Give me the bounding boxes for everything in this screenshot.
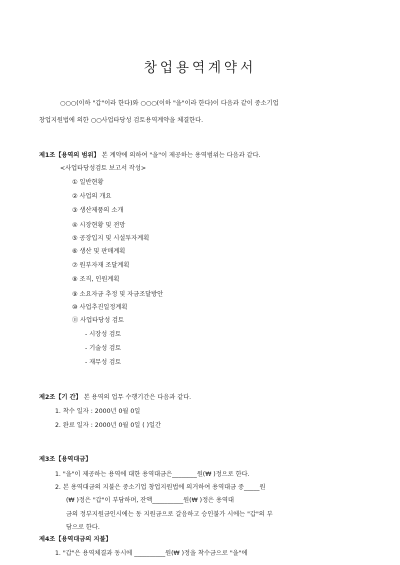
scope-item: ⑪ 사업타당성 검토 xyxy=(72,317,124,325)
article-1-text: 본 계약에 의하여 "을"이 제공하는 용역범위는 다음과 같다. xyxy=(99,151,261,159)
scope-subitem: - 시장성 검토 xyxy=(85,330,122,338)
scope-item: ⑩ 사업추진일정계획 xyxy=(72,303,128,311)
scope-item: ⑥ 생산 및 판매계획 xyxy=(72,248,126,256)
scope-item: ⑦ 원부자재 조달계획 xyxy=(72,261,130,269)
intro-line-1: ○○○(이하 "갑"이라 한다)와 ○○○(이하 "을"이라 한다)이 다음과 같이 중소기업 xyxy=(60,100,279,107)
article-1-heading: 제1조【용역의 범위】 xyxy=(39,151,100,159)
payment-line: 1. "갑"은 용역체결과 동시에 __________원(₩ )정을 착수금으로 "을"에 xyxy=(55,550,248,557)
article-1-subheading: <사업타당성검토 보고서 작성> xyxy=(60,165,147,173)
fee-line: (₩ )정은 "갑"이 부담하며, 잔액__________원(₩ )정은 용역대 xyxy=(66,497,234,505)
article-2-heading-line xyxy=(39,395,191,401)
fee-line: 2. 본 용역대금의 지불은 중소기업 창업지원법에 의거하여 용역대금 중_____원 xyxy=(55,483,266,491)
scope-item: ② 사업의 개요 xyxy=(72,192,112,200)
fee-line: 1. "을"이 제공하는 용역에 대한 용역대금은________원(₩ )정으로 한다. xyxy=(55,470,250,478)
period-item: 2. 완료 일자 : 2000년 0월 0일 ( )일간 xyxy=(55,421,161,429)
article-2-text: 본 용역의 업무 수행기간은 다음과 같다. xyxy=(81,393,192,401)
article-1-heading-line xyxy=(39,153,261,159)
scope-item: ① 일반현황 xyxy=(72,178,104,186)
article-4-heading: 제4조【용역대금의 지불】 xyxy=(39,535,112,543)
scope-item: ⑨ 소요자금 추정 및 자금조달방안 xyxy=(72,290,164,298)
scope-item: ⑧ 조직, 인원계획 xyxy=(72,276,120,284)
fee-line: 담으로 한다. xyxy=(66,524,100,532)
scope-item: ③ 생산제품의 소개 xyxy=(72,207,124,215)
intro-line-2: 창업지원법에 의한 ○○사업타당성 검토용역계약을 체결한다. xyxy=(39,117,204,125)
article-3-heading: 제3조【용역대금】 xyxy=(39,456,92,464)
scope-item: ④ 시장현황 및 전망 xyxy=(72,221,126,229)
period-item: 1. 착수 일자 : 2000년 0월 0일 xyxy=(55,408,141,416)
article-2-heading: 제2조【기 간】 xyxy=(39,393,82,401)
scope-item: ⑤ 공장입지 및 시설투자계획 xyxy=(72,235,150,242)
scope-subitem: - 재무성 검토 xyxy=(85,358,122,366)
document-title: 창업용역계약서 xyxy=(143,60,257,76)
scope-subitem: - 기술성 검토 xyxy=(85,345,122,353)
fee-line: 금의 정부지원금인시에는 동 지원금으로 갈음하고 승인불가 시에는 "갑"의 부 xyxy=(66,510,273,518)
